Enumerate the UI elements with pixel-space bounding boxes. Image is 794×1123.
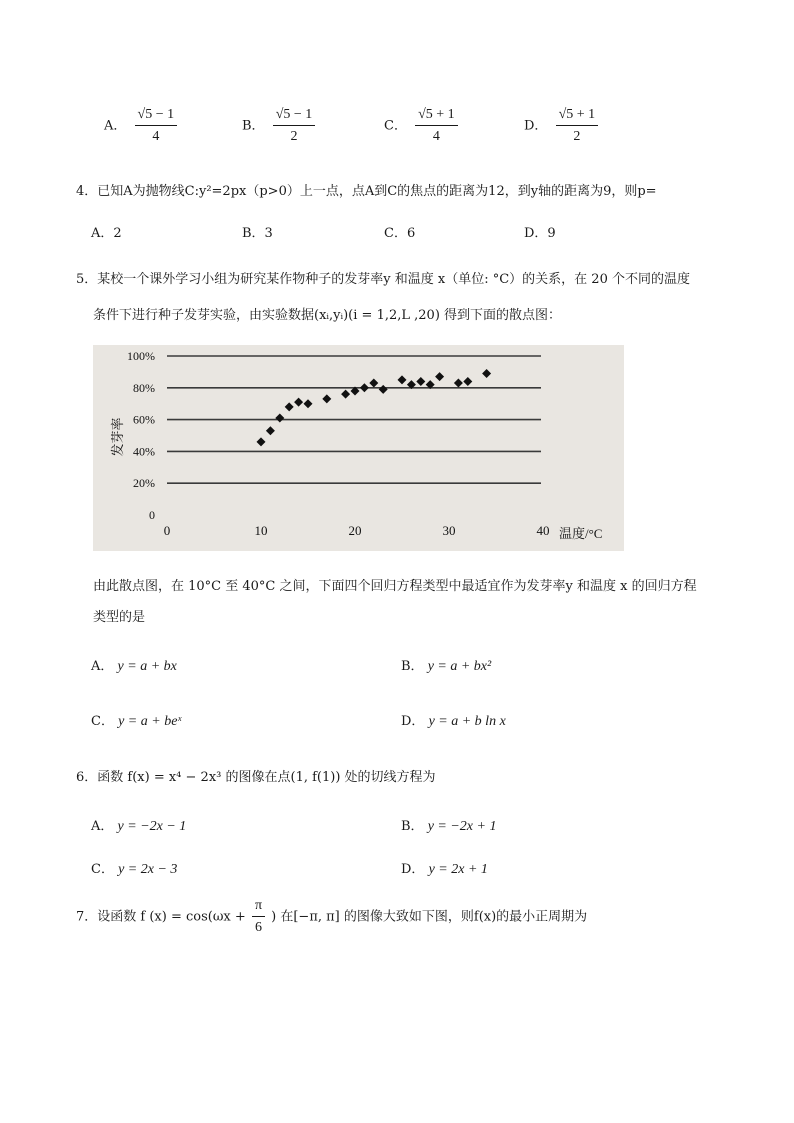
option-expression: y = −2x − 1 [117, 819, 187, 834]
option-expression: y = 2x + 1 [428, 862, 488, 877]
q4-option-c: C．6 [384, 226, 416, 241]
fraction-numerator: π [252, 898, 265, 917]
option-expression: y = 2x − 3 [118, 862, 178, 877]
q5-stem-line1: 5．某校一个课外学习小组为研究某作物种子的发芽率y 和温度 x（单位: °C）的关系，在 20 个不同的温度 [76, 272, 690, 287]
y-tick-label: 20% [133, 476, 155, 491]
q4-option-a: A．2 [91, 226, 122, 241]
option-label: D． [524, 118, 548, 134]
fraction-numerator: √5 + 1 [556, 107, 599, 126]
data-point [435, 372, 444, 381]
data-point [285, 402, 294, 411]
fraction-numerator: √5 + 1 [415, 107, 458, 126]
data-point [341, 390, 350, 399]
fraction-numerator: √5 − 1 [273, 107, 316, 126]
data-point [360, 383, 369, 392]
x-tick-label: 0 [163, 523, 171, 538]
option-label: A． [104, 118, 127, 134]
data-point [304, 399, 313, 408]
q6-option-c [91, 858, 177, 878]
fraction-denominator: 4 [432, 129, 440, 144]
q4-option-b: B．3 [242, 226, 273, 241]
q5-option-b [401, 655, 491, 675]
q6-option-d [401, 858, 488, 878]
y-tick-label: 100% [127, 349, 155, 363]
data-point [463, 377, 472, 386]
option-label: B． [401, 819, 424, 834]
data-point [275, 414, 284, 423]
y-tick-label: 40% [133, 444, 155, 459]
y-tick-label: 60% [133, 412, 155, 427]
option-label: A． [91, 819, 114, 834]
option-label: B． [242, 118, 265, 134]
option-expression: y = a + bx² [427, 659, 492, 674]
y-axis-label: 发芽率 [110, 417, 125, 457]
q3-option-c [384, 107, 458, 145]
y-tick-label: 80% [133, 380, 155, 395]
x-tick-label: 30 [442, 523, 456, 538]
fraction-denominator: 2 [573, 129, 581, 144]
option-expression: y = a + bx [117, 659, 177, 674]
q5-followup-line1: 由此散点图，在 10°C 至 40°C 之间，下面四个回归方程类型中最适宜作为发芽率y 和温度 x 的回归方程 [93, 579, 697, 594]
fraction-denominator: 4 [152, 129, 160, 144]
data-point [294, 398, 303, 407]
option-label: A． [91, 659, 114, 674]
x-tick-label: 10 [254, 523, 268, 538]
option-label: D． [401, 714, 425, 729]
y-tick-label: 0 [149, 508, 155, 522]
scatter-chart-svg [93, 345, 624, 551]
fraction [415, 107, 458, 145]
fraction-denominator: 2 [290, 129, 298, 144]
option-label: D． [401, 862, 425, 877]
option-expression: y = a + beˣ [118, 714, 182, 729]
fraction [135, 107, 178, 145]
data-point [266, 426, 275, 435]
q6-option-b [401, 815, 496, 835]
q5-option-d [401, 710, 506, 730]
option-expression: y = −2x + 1 [427, 819, 497, 834]
data-point [322, 394, 331, 403]
q4-stem: 4．已知A为抛物线C:y²=2px（p>0）上一点，点A到C的焦点的距离为12，到y轴的距离为9，则p= [76, 184, 657, 199]
fraction-numerator: √5 − 1 [135, 107, 178, 126]
fraction [273, 107, 316, 145]
x-tick-label: 40 [536, 523, 550, 538]
q3-option-b [242, 107, 315, 145]
x-tick-label: 20 [348, 523, 362, 538]
scatter-chart [93, 345, 624, 551]
q7-stem [76, 898, 587, 936]
data-point [379, 385, 388, 394]
data-point [257, 437, 266, 446]
q7-stem-pre: 7．设函数 f (x) = cos(ωx + [76, 909, 246, 925]
option-expression: y = a + b ln x [428, 714, 506, 729]
data-point [369, 379, 378, 388]
q5-option-a [91, 655, 177, 675]
option-label: C． [384, 118, 407, 134]
option-label: C． [91, 862, 114, 877]
x-axis-label: 温度/°C [559, 526, 603, 541]
fraction [252, 898, 265, 936]
data-point [416, 377, 425, 386]
fraction-denominator: 6 [254, 920, 262, 935]
q6-option-a [91, 815, 186, 835]
data-point [482, 369, 491, 378]
q7-stem-post: ) 在[−π, π] 的图像大致如下图，则f(x)的最小正周期为 [271, 909, 588, 925]
q5-followup-line2: 类型的是 [93, 610, 146, 625]
q3-option-d [524, 107, 598, 145]
q3-option-a [104, 107, 177, 145]
option-label: C． [91, 714, 114, 729]
q5-option-c [91, 710, 181, 730]
q4-option-d: D．9 [524, 226, 556, 241]
data-point [454, 379, 463, 388]
fraction [556, 107, 599, 145]
data-point [398, 375, 407, 384]
option-label: B． [401, 659, 424, 674]
q5-stem-line2: 条件下进行种子发芽实验，由实验数据(xᵢ,yᵢ)(i = 1,2,L ,20) 得到下面的散点图： [93, 308, 562, 323]
q6-stem: 6．函数 f(x) = x⁴ − 2x³ 的图像在点(1, f(1)) 处的切线方程为 [76, 770, 436, 785]
